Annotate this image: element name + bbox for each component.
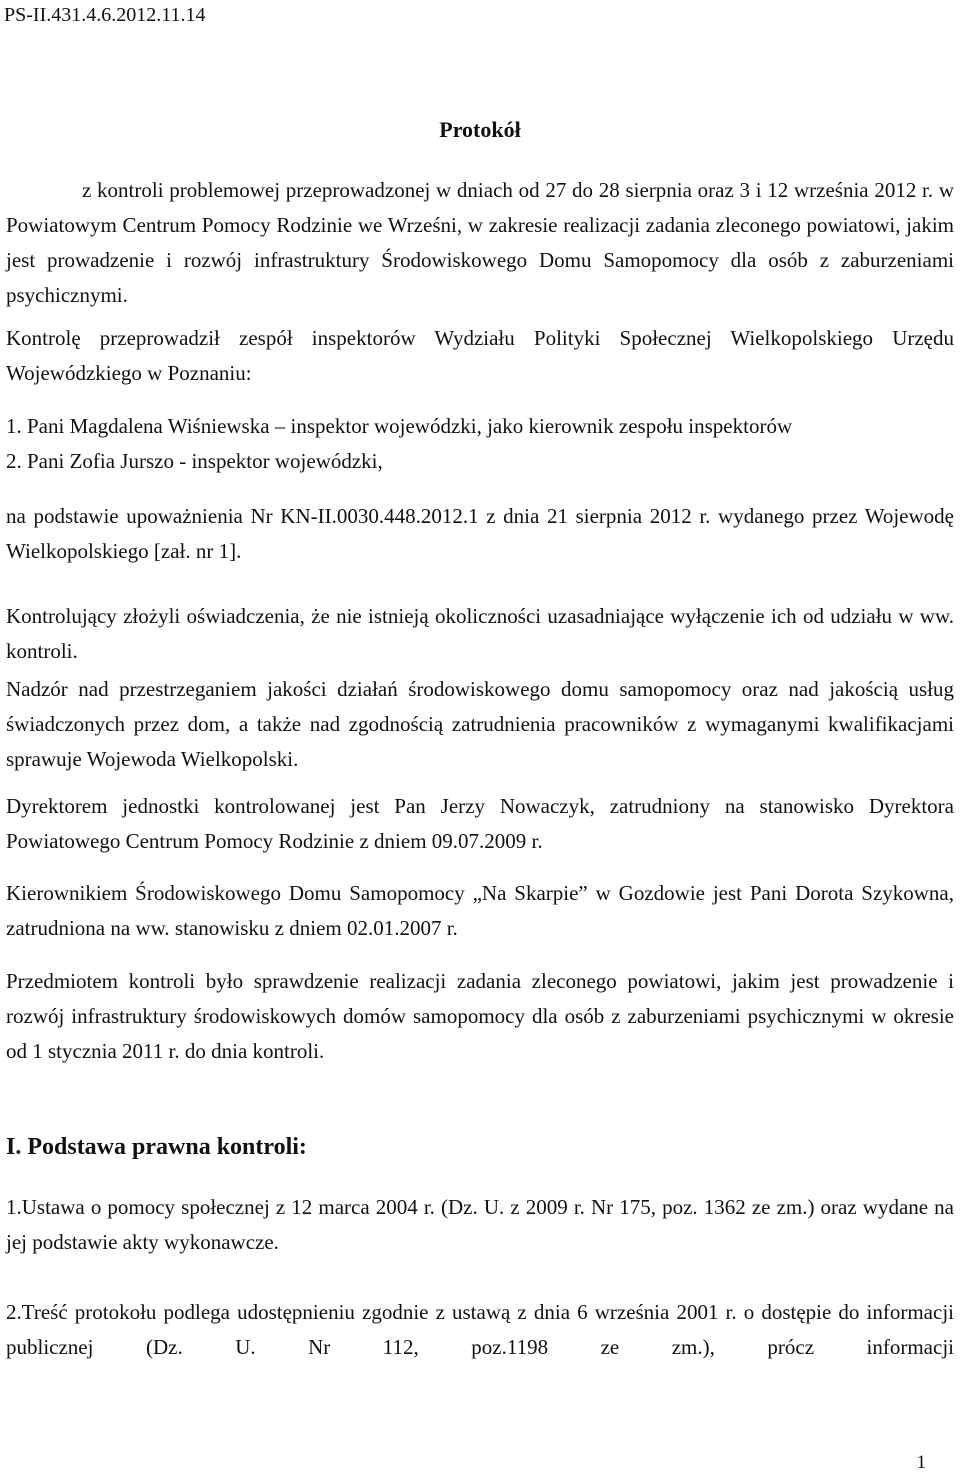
inspectors-intro-block xyxy=(6,321,954,391)
inspectors-intro: Kontrolę przeprowadził zespół inspektorów Wydziału Polityki Społecznej Wielkopolskiego Urzędu Wojewódzkiego w Poznaniu: xyxy=(6,326,954,385)
section-heading: I. Podstawa prawna kontroli: xyxy=(6,1134,307,1160)
declaration-paragraph: Kontrolujący złożyli oświadczenia, że nie istnieją okoliczności uzasadniające wyłączenie ich od udziału w ww. kontroli. xyxy=(6,604,954,663)
inspector-item: 2. Pani Zofia Jurszo - inspektor wojewódzki, xyxy=(6,449,383,473)
subject-paragraph: Przedmiotem kontroli było sprawdzenie realizacji zadania zleconego powiatowi, jakim jest prowadzenie i rozwój infrastruktury środowiskowych domów samopomocy dla osób z zaburzeniami psychicznymi w okresie od 1 stycznia 2011 r. do dnia kontroli. xyxy=(6,969,954,1063)
intro-paragraph: z kontroli problemowej przeprowadzonej w dniach od 27 do 28 sierpnia oraz 3 i 12 września 2012 r. w Powiatowym Centrum Pomocy Rodzinie we Wrześni, w zakresie realizacji zadania zleconego powiatowi, jakim jest prowadzenie i rozwój infrastruktury Środowiskowego Domu Samopomocy dla osób z zaburzeniami psychicznymi. xyxy=(6,178,954,307)
reference-number: PS-II.431.4.6.2012.11.14 xyxy=(4,4,206,26)
legal-basis-item-2-block xyxy=(6,1295,954,1365)
inspector-item: 1. Pani Magdalena Wiśniewska – inspektor wojewódzki, jako kierownik zespołu inspektorów xyxy=(6,414,793,438)
document-title: Protokół xyxy=(439,117,521,142)
intro-block xyxy=(6,173,954,313)
subject-block xyxy=(6,964,954,1069)
supervision-paragraph: Nadzór nad przestrzeganiem jakości działań środowiskowego domu samopomocy oraz nad jakością usług świadczonych przez dom, a także nad zgodnością zatrudnienia pracowników z wymaganymi kwalifikacjami sprawuje Wojewoda Wielkopolski. xyxy=(6,677,954,771)
director-paragraph: Dyrektorem jednostki kontrolowanej jest Pan Jerzy Nowaczyk, zatrudniony na stanowisko Dyrektora Powiatowego Centrum Pomocy Rodzinie z dniem 09.07.2009 r. xyxy=(6,794,954,853)
manager-block xyxy=(6,876,954,946)
section-heading-block xyxy=(6,1132,954,1162)
authorization-block xyxy=(6,499,954,569)
page-number: 1 xyxy=(916,1452,926,1473)
manager-paragraph: Kierownikiem Środowiskowego Domu Samopomocy „Na Skarpie” w Gozdowie jest Pani Dorota Szykowna, zatrudniona na ww. stanowisku z dniem 02.01.2007 r. xyxy=(6,881,954,940)
authorization-paragraph: na podstawie upoważnienia Nr KN-II.0030.448.2012.1 z dnia 21 sierpnia 2012 r. wydanego przez Wojewodę Wielkopolskiego [zał. nr 1]. xyxy=(6,504,954,563)
legal-basis-item: 1.Ustawa o pomocy społecznej z 12 marca 2004 r. (Dz. U. z 2009 r. Nr 175, poz. 1362 ze zm.) oraz wydane na jej podstawie akty wykonawcze. xyxy=(6,1195,954,1254)
legal-basis-item-1-block xyxy=(6,1190,954,1260)
inspectors-list xyxy=(6,409,954,479)
legal-basis-item: 2.Treść protokołu podlega udostępnieniu zgodnie z ustawą z dnia 6 września 2001 r. o dostępie do informacji publicznej (Dz. U. Nr 112, poz.1198 ze zm.), prócz informacji xyxy=(6,1300,954,1359)
declaration-block xyxy=(6,599,954,669)
supervision-block xyxy=(6,672,954,777)
director-block xyxy=(6,789,954,859)
